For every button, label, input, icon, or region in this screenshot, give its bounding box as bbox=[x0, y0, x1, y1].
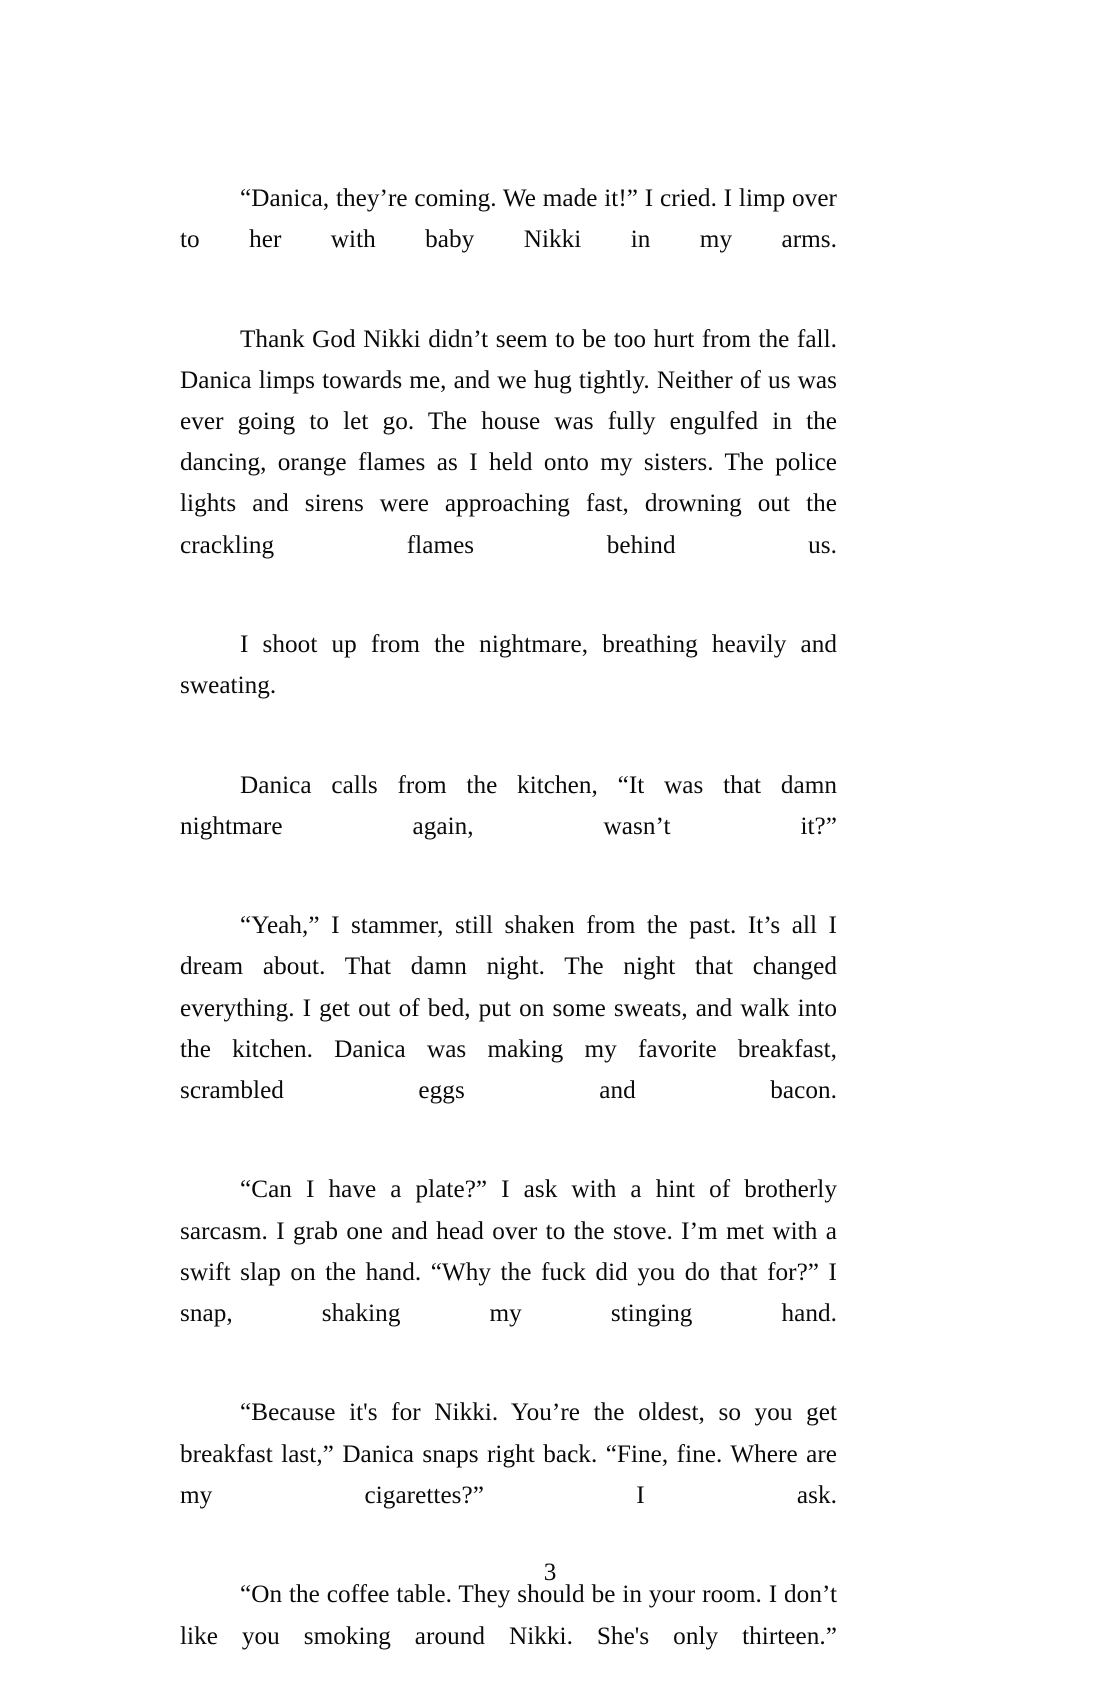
paragraph-8: “On the coffee table. They should be in your room. I don’t like you smoking around Nikki. She's only thirteen.” bbox=[180, 1581, 837, 1650]
paragraph-7: “Because it's for Nikki. You’re the oldest, so you get breakfast last,” Danica snaps right back. “Fine, fine. Where are my cigarettes?” I ask. bbox=[180, 1399, 837, 1509]
page-number: 3 bbox=[543, 1559, 557, 1586]
paragraph-1: “Danica, they’re coming. We made it!” I cried. I limp over to her with baby Nikki in my arms. bbox=[180, 185, 837, 254]
paragraph-4: Danica calls from the kitchen, “It was that damn nightmare again, wasn’t it?” bbox=[180, 771, 837, 840]
paragraph-6: “Can I have a plate?” I ask with a hint of brotherly sarcasm. I grab one and head over to the stove. I’m met with a swift slap on the hand. “Why the fuck did you do that for?” I snap, shaking my stinging hand. bbox=[180, 1176, 837, 1328]
paragraph-3: I shoot up from the nightmare, breathing heavily and sweating. bbox=[180, 631, 837, 700]
paragraph-2: Thank God Nikki didn’t seem to be too hurt from the fall. Danica limps towards me, and we hug tightly. Neither of us was ever going to let go. The house was fully engulfed in the dancing, orange flames as I held onto my sisters. The police lights and sirens were approaching fast, drowning out the crackling flames behind us. bbox=[180, 325, 837, 559]
paragraph-5: “Yeah,” I stammer, still shaken from the past. It’s all I dream about. That damn night. The night that changed everything. I get out of bed, put on some sweats, and walk into the kitchen. Danica was making my favorite breakfast, scrambled eggs and bacon. bbox=[180, 912, 837, 1105]
body-text-column bbox=[180, 178, 837, 1698]
